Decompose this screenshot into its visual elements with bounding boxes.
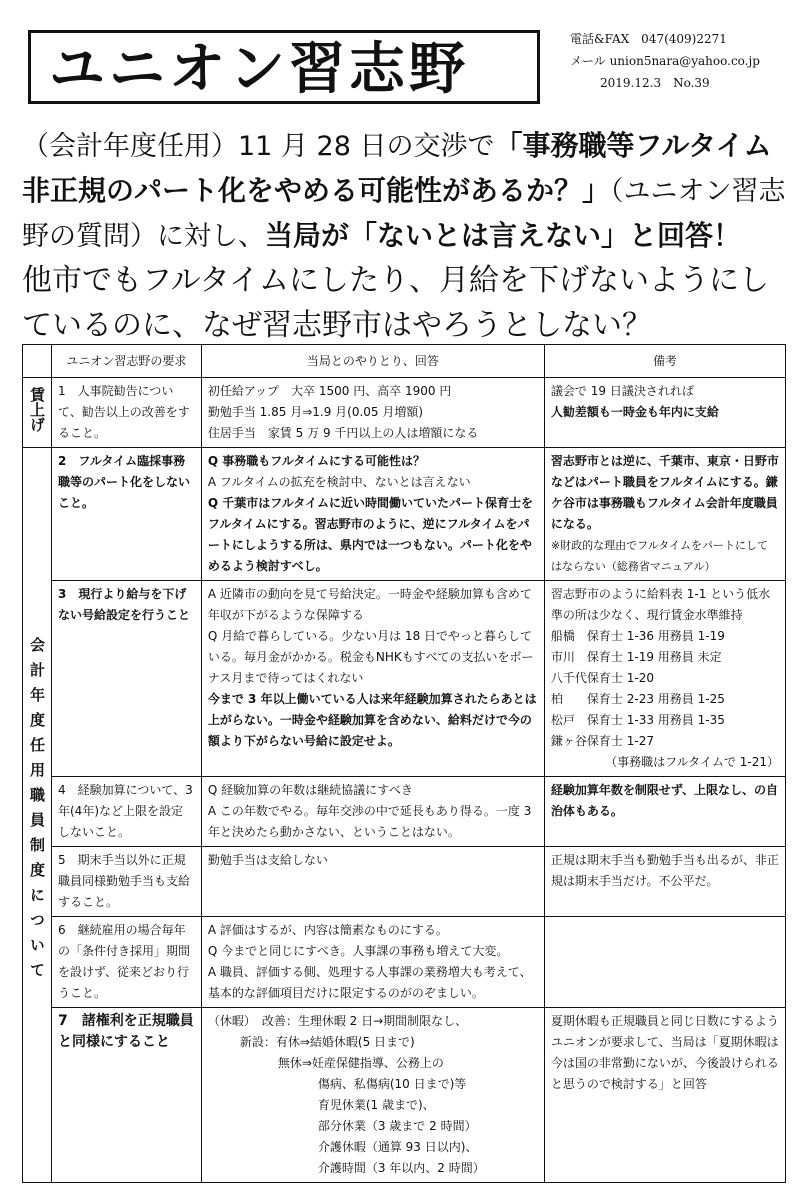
headline-part-3: （ユニオン習志野の質問）に対し、 [22,176,786,252]
note-line: 正規は期末手当も勤勉手当も出るが、非正規は期末手当だけ。不公平だ。 [550,853,779,888]
demand-cell: 3 現行より給与を下げない号給設定を行うこと [52,581,202,777]
answer-line: 勤勉手当は支給しない [207,853,328,867]
answer-line: Q 事務職もフルタイムにする可能性は？ [207,454,426,468]
answer-cell [201,378,544,448]
answer-line: A 職員、評価する側、処理する人事課の業務増大も考えて、基本的な評価項目だけに限定するのがのぞましい。 [207,965,532,1000]
note-cell [544,777,785,847]
note-line: 人勧差額も一時金も年内に支給 [550,405,719,419]
answer-cell [201,581,544,777]
note-line: 鎌ヶ谷保育士 1-27 [550,734,654,748]
masthead-title: ユニオン習志野 [49,37,469,102]
note-line: 習志野市のように給料表 1-1 という低水準の所は少なく、現行賃金水準維持 [550,587,771,622]
note-cell [544,917,785,1008]
note-line: 議会で 19 日議決されれば [550,384,694,398]
note-line: 松戸 保育士 1-33 用務員 1-35 [550,713,725,727]
answer-line: 育児休業(1 歳まで)、 [317,1098,435,1112]
note-line: ※財政的な理由でフルタイムをパートにしてはならない（総務省マニュアル） [550,539,769,573]
issue-date-number: 2019.12.3 No.39 [600,76,710,90]
answer-cell [201,917,544,1008]
answer-line: 今まで 3 年以上働いている人は来年経験加算されたらあとは上がらない。一時金や経験加算を含めない、給料だけで今の額より下がらない号給に設定せよ。 [207,692,537,748]
negotiation-table [22,344,786,1183]
note-line: 夏期休暇も正規職員と同じ日数にするようユニオンが要求して、当局は「夏期休暇は今は国の非常勤にないが、今後設けられると思うので検討する」と回答 [550,1014,779,1091]
headline-part-5: 他市でもフルタイムにしたり、月給を下げないようにしているのに、なぜ習志野市はやろうとしない？ [22,263,769,343]
headline [22,124,792,349]
table-row [23,581,786,777]
answer-cell [201,448,544,581]
answer-cell [201,847,544,917]
answer-line: 介護休暇（通算 93 日以内)、 [317,1140,478,1154]
answer-line: 無休⇒妊産保健指導、公務上の [277,1056,444,1070]
table-row [23,917,786,1008]
answer-line: 新設：有休⇒結婚休暇(5 日まで) [239,1035,415,1049]
answer-line: 初任給アップ 大卒 1500 円、高卒 1900 円 [207,384,452,398]
note-line: 八千代保育士 1-20 [550,671,654,685]
answer-line: 介護時間（3 年以内、2 時間） [317,1161,485,1175]
demand-cell: 6 継続雇用の場合毎年の「条件付き採用」期間を設けず、従来どおり行うこと。 [52,917,202,1008]
answer-line: Q 経験加算の年数は継続協議にすべき [207,783,413,797]
headline-question: 「事務職等フルタイム非正規のパート化をやめる可能性があるか？」 [22,129,772,207]
answer-line: Q 千葉市はフルタイムに近い時間働いていたパート保育士をフルタイムにする。習志野市のように、逆にフルタイムをパートにしようする所は、県内では一つもない。パート化をやめるよう検討すべし。 [207,496,534,573]
answer-line: Q 月給で暮らしている。少ない月は 18 日でやっと暮らしている。毎月金がかかる。税金もNHKもすべての支払いをボーナス月まで待ってはくれない [207,629,534,685]
answer-line: 勤勉手当 1.85 月⇒1.9 月(0.05 月増額) [207,405,424,419]
demand-cell: 7 諸権利を正規職員と同様にすること [52,1008,202,1183]
side-label-system-text: 会計年度任用職員制度について [28,636,46,987]
table-header-row [23,345,786,378]
table-row [23,378,786,448]
answer-line: A 評価はするが、内容は簡素なものにする。 [207,923,448,937]
demand-cell: 1 人事院勧告について、勧告以上の改善をすること。 [52,378,202,448]
masthead-title-box [28,30,540,104]
masthead-contact [570,28,760,94]
side-label-raise [23,378,52,448]
answer-line: 部分休業（3 歳まで 2 時間） [317,1119,477,1133]
note-line: 船橋 保育士 1-36 用務員 1-19 [550,629,725,643]
demand-cell: 5 期末手当以外に正規職員同様勤勉手当も支給すること。 [52,847,202,917]
table-row [23,777,786,847]
headline-part-1: （会計年度任用）11 月 28 日の交渉で [22,131,495,162]
answer-line: Q 今までと同じにすべき。人事課の事務も増えて大変。 [207,944,509,958]
demand-cell: 2 フルタイム臨採事務職等のパート化をしないこと。 [52,448,202,581]
answer-line: 傷病、私傷病(10 日まで)等 [317,1077,467,1091]
table-row [23,448,786,581]
headline-answer: 当局が「ないとは言えない」と回答！ [265,219,742,252]
answer-line: A 近隣市の動向を見て号給決定。一時金や経験加算も含めて年収が下がるような保障する [207,587,532,622]
answer-line: （休暇） 改善：生理休暇 2 日→期間制限なし、 [207,1014,468,1028]
header-side-blank [23,345,52,378]
note-line: 経験加算年数を制限せず、上限なし、の自治体もある。 [550,783,778,818]
masthead [28,22,768,107]
answer-line: A フルタイムの拡充を検討中、ないとは言えない [207,475,471,489]
side-label-system [23,448,52,1183]
note-cell [544,847,785,917]
email-address: メール union5nara@yahoo.co.jp [570,54,760,68]
note-line: 柏 保育士 2-23 用務員 1-25 [550,692,725,706]
note-cell [544,378,785,448]
answer-line: 住居手当 家賃 5 万 9 千円以上の人は増額になる [207,426,479,440]
header-demand: ユニオン習志野の要求 [52,345,202,378]
header-note: 備考 [544,345,785,378]
note-line: （事務職はフルタイムで 1-21） [605,755,779,769]
table-row [23,1008,786,1183]
note-cell [544,1008,785,1183]
demand-cell: 4 経験加算について、3年(4年)など上限を設定しないこと。 [52,777,202,847]
table-row [23,847,786,917]
phone-fax: 電話&FAX 047(409)2271 [570,32,727,46]
note-line: 市川 保育士 1-19 用務員 未定 [550,650,722,664]
answer-cell [201,1008,544,1183]
note-cell [544,581,785,777]
note-cell [544,448,785,581]
note-line: 習志野市とは逆に、千葉市、東京・日野市などはパート職員をフルタイムにする。鎌ケ谷市は事務職もフルタイム会計年度職員になる。 [550,454,779,531]
side-label-raise-text: 賃上げ [28,386,46,432]
answer-cell [201,777,544,847]
answer-line: A この年数でやる。毎年交渉の中で延長もあり得る。一度 3 年と決めたら動かさない、ということはない。 [207,804,532,839]
header-answer: 当局とのやりとり、回答 [201,345,544,378]
